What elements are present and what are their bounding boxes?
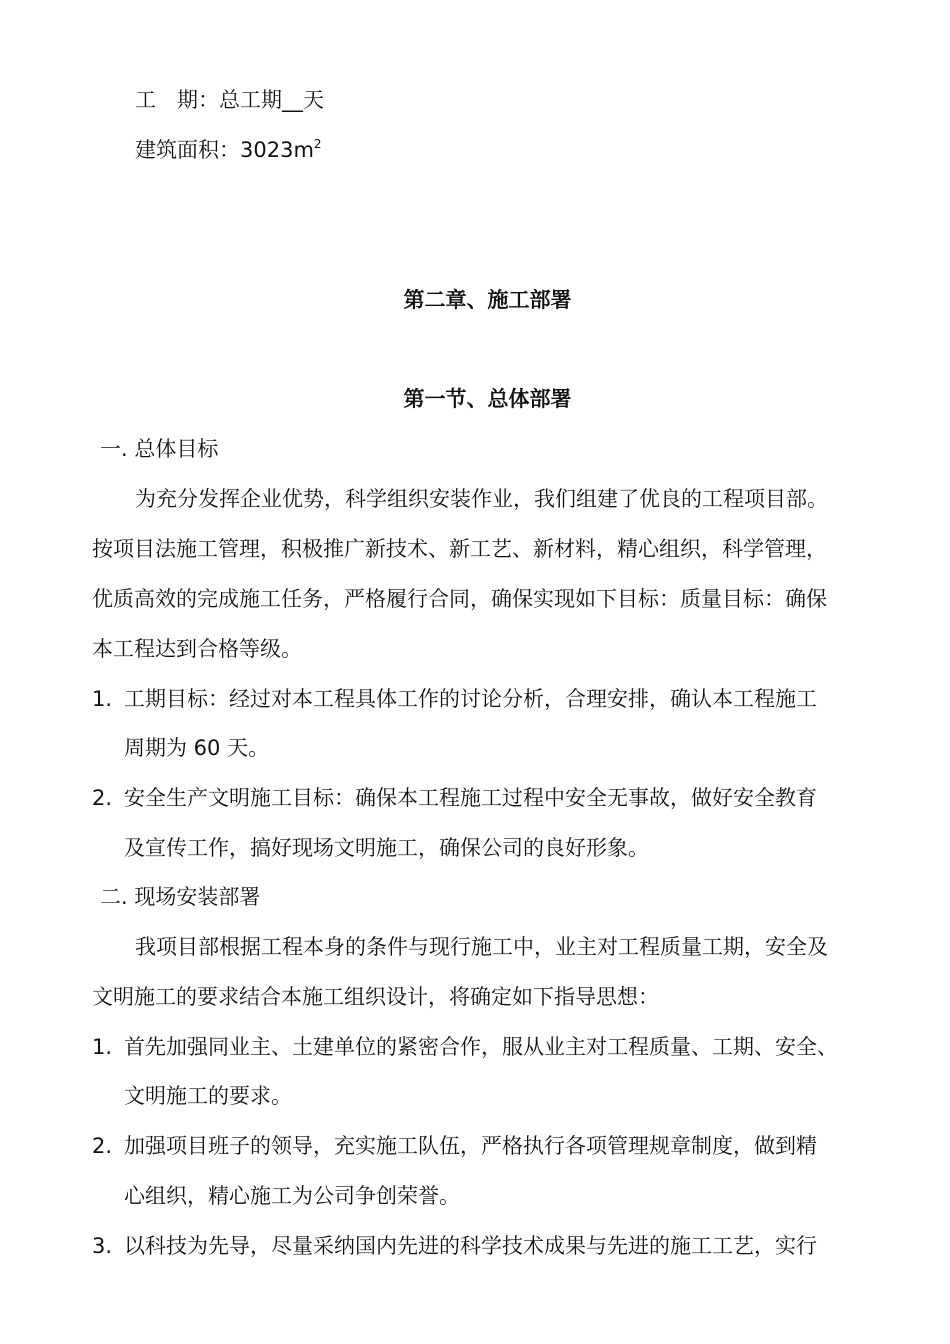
- list-number: 1.: [92, 1035, 113, 1059]
- list-item-line: 以科技为先导，尽量采纳国内先进的科学技术成果与先进的施工工艺，实行: [124, 1234, 817, 1258]
- part2-paragraph-line: 文明施工的要求结合本施工组织设计，将确定如下指导思想：: [92, 985, 659, 1009]
- list-item-line: 加强项目班子的领导，充实施工队伍，严格执行各项管理规章制度，做到精: [124, 1134, 817, 1158]
- part1-heading: 一. 总体目标: [100, 437, 219, 461]
- list-item-line: 文明施工的要求。: [124, 1084, 292, 1108]
- duration-line: [135, 85, 324, 115]
- part1-paragraph-line: 按项目法施工管理，积极推广新技术、新工艺、新材料，精心组织，科学管理，: [92, 537, 827, 561]
- list-item-line: 及宣传工作，搞好现场文明施工，确保公司的良好形象。: [124, 836, 649, 860]
- part2-heading: 二. 现场安装部署: [100, 885, 261, 909]
- area-label: 建筑面积：: [135, 138, 240, 162]
- part2-paragraph-line: 我项目部根据工程本身的条件与现行施工中，业主对工程质量工期，安全及: [135, 935, 828, 959]
- part1-paragraph-line: 本工程达到合格等级。: [92, 637, 302, 661]
- duration-value: 总工期__天: [219, 88, 324, 112]
- list-number: 1.: [92, 687, 113, 711]
- list-item-line: 安全生产文明施工目标：确保本工程施工过程中安全无事故，做好安全教育: [124, 786, 817, 810]
- area-line: [135, 135, 322, 165]
- chapter-title: 第二章、施工部署: [403, 288, 572, 312]
- list-number: 2.: [92, 1134, 113, 1158]
- list-item-line: 首先加强同业主、土建单位的紧密合作，服从业主对工程质量、工期、安全、: [124, 1035, 838, 1059]
- list-number: 2.: [92, 786, 113, 810]
- list-item-line: 周期为 60 天。: [124, 736, 270, 760]
- area-value: 3023m: [240, 138, 314, 162]
- duration-label: 工 期：: [135, 88, 219, 112]
- area-unit-superscript: 2: [313, 137, 322, 151]
- section-title: 第一节、总体部署: [403, 387, 572, 411]
- list-number: 3.: [92, 1234, 113, 1258]
- list-item-line: 工期目标：经过对本工程具体工作的讨论分析，合理安排，确认本工程施工: [124, 687, 817, 711]
- list-item-line: 心组织，精心施工为公司争创荣誉。: [124, 1184, 460, 1208]
- part1-paragraph-line: 为充分发挥企业优势，科学组织安装作业，我们组建了优良的工程项目部。: [135, 487, 828, 511]
- part1-paragraph-line: 优质高效的完成施工任务，严格履行合同，确保实现如下目标：质量目标：确保: [92, 587, 827, 611]
